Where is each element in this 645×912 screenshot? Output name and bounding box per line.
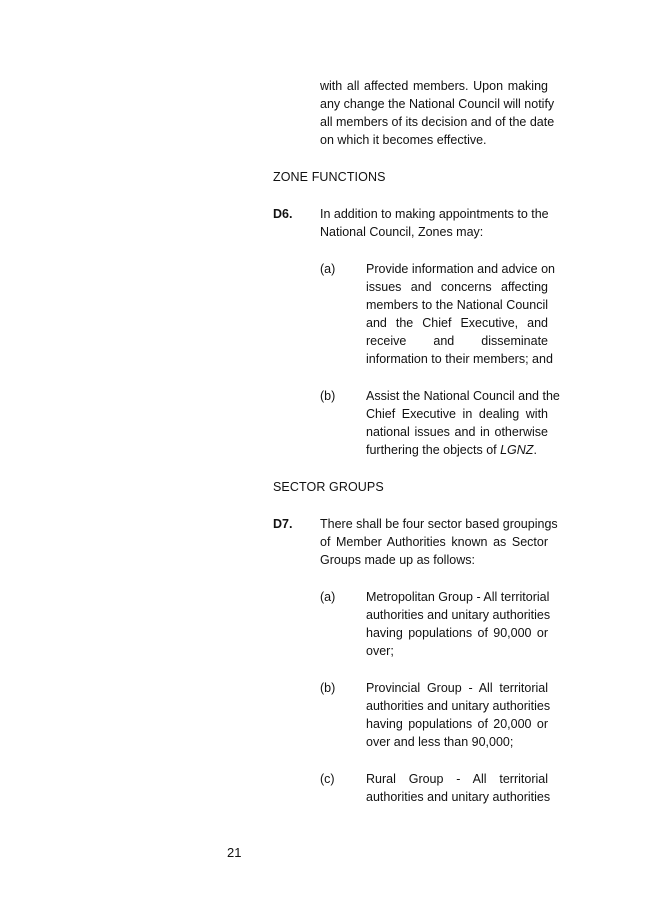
item-line: Rural Group - All territorial — [366, 772, 548, 786]
item-line: authorities and unitary authorities — [366, 699, 551, 713]
item-line: over and less than 90,000; — [366, 735, 514, 749]
clause-line: Groups made up as follows: — [320, 553, 475, 567]
item-line-end: . — [533, 443, 537, 457]
continuation-line: any change the National Council will notify — [320, 97, 555, 111]
section-heading-zone-functions: ZONE FUNCTIONS — [273, 170, 386, 184]
page-number: 21 — [227, 845, 242, 860]
item-line: Provincial Group - All territorial — [366, 681, 548, 695]
item-line: and the Chief Executive, and — [366, 316, 548, 330]
clause-line: of Member Authorities known as Sector — [320, 535, 548, 549]
item-marker-d7-c: (c) — [320, 772, 335, 786]
item-line: Chief Executive in dealing with — [366, 407, 548, 421]
item-line: authorities and unitary authorities — [366, 608, 551, 622]
item-line: over; — [366, 644, 394, 658]
item-line: having populations of 90,000 or — [366, 626, 548, 640]
item-line: information to their members; and — [366, 352, 553, 366]
item-line-last — [366, 441, 537, 459]
item-line: Metropolitan Group - All territorial — [366, 590, 550, 604]
item-line: national issues and in otherwise — [366, 425, 548, 439]
item-line: members to the National Council — [366, 298, 548, 312]
clause-number-d6: D6. — [273, 207, 293, 221]
continuation-line: all members of its decision and of the date — [320, 115, 555, 129]
item-marker-d7-b: (b) — [320, 681, 336, 695]
clause-number-d7: D7. — [273, 517, 293, 531]
section-heading-sector-groups: SECTOR GROUPS — [273, 480, 384, 494]
item-marker-d7-a: (a) — [320, 590, 336, 604]
lgnz-italic: LGNZ — [500, 443, 534, 457]
continuation-line: with all affected members. Upon making — [320, 79, 548, 93]
continuation-line: on which it becomes effective. — [320, 133, 487, 147]
clause-line: In addition to making appointments to the — [320, 207, 549, 221]
item-marker-d6-b: (b) — [320, 389, 336, 403]
item-line: having populations of 20,000 or — [366, 717, 548, 731]
item-line: Provide information and advice on — [366, 262, 556, 276]
item-line: furthering the objects of — [366, 443, 501, 457]
item-line: Assist the National Council and the — [366, 389, 560, 403]
clause-line: National Council, Zones may: — [320, 225, 484, 239]
item-line: receive and disseminate — [366, 334, 548, 348]
clause-line: There shall be four sector based groupings — [320, 517, 558, 531]
item-line: issues and concerns affecting — [366, 280, 548, 294]
item-line: authorities and unitary authorities — [366, 790, 551, 804]
item-marker-d6-a: (a) — [320, 262, 336, 276]
